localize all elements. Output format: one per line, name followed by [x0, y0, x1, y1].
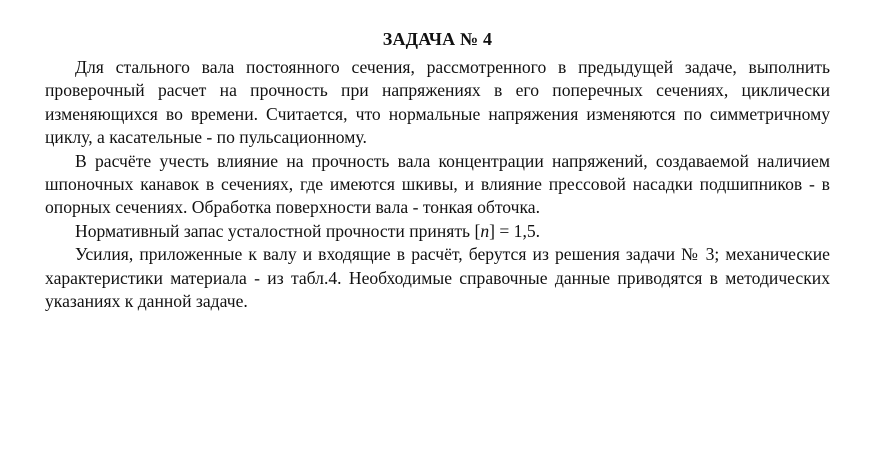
document-page	[45, 28, 830, 313]
safety-factor-symbol: n	[480, 220, 490, 241]
paragraph-input-data: Усилия, приложенные к валу и входящие в расчёт, берутся из решения задачи № 3; механические характеристики материала - из табл.4. Необходимые справочные данные приводятся в методических указаниях к данной задаче.	[45, 244, 830, 312]
task-title: ЗАДАЧА № 4	[382, 29, 493, 49]
paragraph-stress-concentration: В расчёте учесть влияние на прочность вала концентрации напряжений, создаваемой наличием шпоночных канавок в сечениях, где имеются шкивы, и влияние прессовой насадки подшипников - в опорных сечениях. Обработка поверхности вала - тонкая обточка.	[45, 150, 830, 218]
safety-factor-text-after: ] = 1,5.	[489, 220, 541, 241]
paragraph-task-statement: Для стального вала постоянного сечения, рассмотренного в предыдущей задаче, выполнить проверочный расчет на прочность при напряжениях в его поперечных сечениях, циклически изменяющихся во времени. Считается, что нормальные напряжения изменяются по симметричному циклу, а касательные - по пульсационному.	[45, 57, 830, 148]
paragraph-safety-factor	[45, 220, 830, 243]
safety-factor-text-before: Нормативный запас усталостной прочности принять [	[75, 220, 481, 241]
